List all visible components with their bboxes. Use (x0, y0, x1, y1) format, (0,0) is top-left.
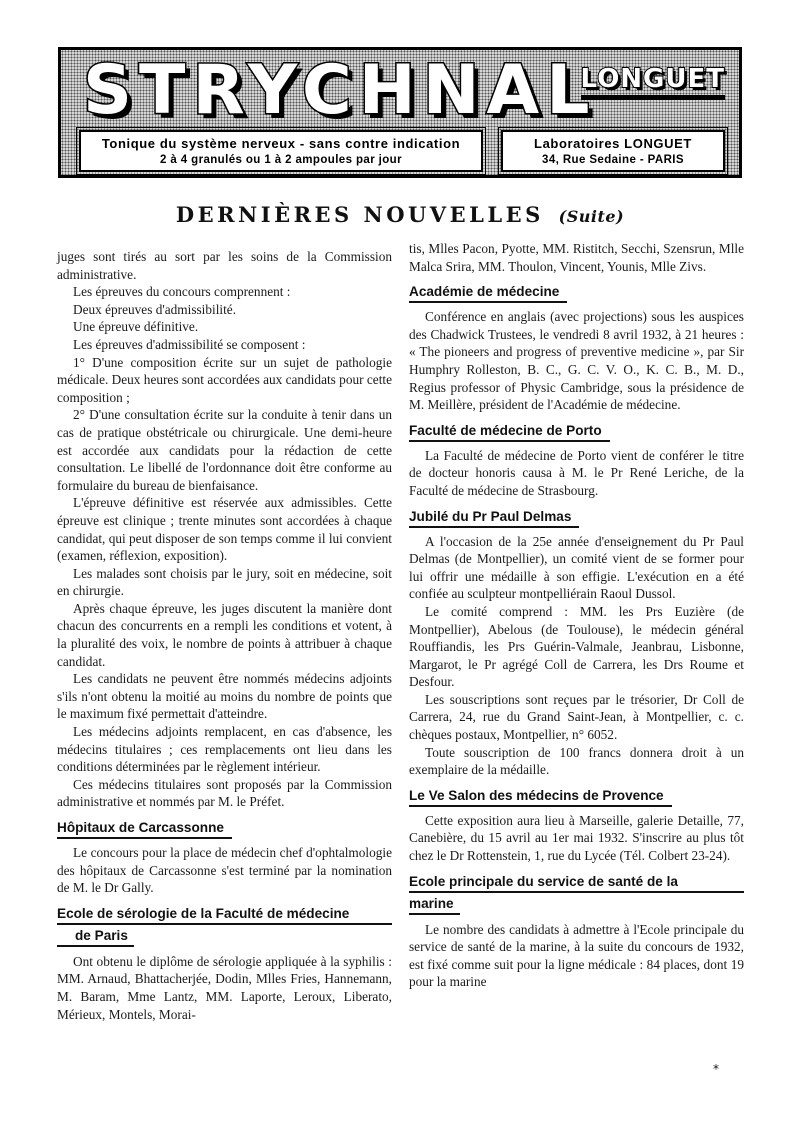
paragraph: Après chaque épreuve, les juges discutent la manière dont chacun des concurrents en a rempli les conditions et votent, à la pluralité des voix, le nombre de points à attribuer à chaque candidat. (57, 600, 392, 669)
paragraph: tis, Mlles Pacon, Pyotte, MM. Ristitch, Secchi, Szensrun, Mlle Malca Srira, MM. Thoulon, Vincent, Younis, Mlle Zivs. (409, 241, 744, 274)
page-title-text: DERNIÈRES NOUVELLES (175, 202, 544, 227)
paragraph: Les malades sont choisis par le jury, soit en médecine, soit en chirurgie. (57, 565, 392, 599)
paragraph: Le nombre des candidats à admettre à l'Ecole principale du service de santé de la marine, à la suite du concours de 1932, est fixé comme suit pour la ligne médicale : 84 places, dont 19 pour la marine (409, 921, 744, 990)
paragraph: Deux épreuves d'admissibilité. (73, 301, 237, 317)
paragraph: Les candidats ne peuvent être nommés médecins adjoints s'ils n'ont obtenu la moitié au moins du nombre de points que le maximum fixé permettait d'atteindre. (57, 671, 392, 722)
section-heading-delmas: Jubilé du Pr Paul Delmas (409, 508, 579, 528)
paragraph: Ces médecins titulaires sont proposés par la Commission administrative et nommés par M. le Préfet. (57, 776, 392, 810)
ad-dosage: 2 à 4 granulés ou 1 à 2 ampoules par jour (159, 154, 402, 166)
page-title-suite: (Suite) (558, 207, 625, 226)
paragraph: L'épreuve définitive est réservée aux admissibles. Cette épreuve est clinique ; trente minutes sont accordées à chaque candidat, qui peut disposer de son temps comme il lui convient (examen, réflexion, exposition). (57, 495, 392, 564)
section-heading-carcassonne: Hôpitaux de Carcassonne (57, 819, 232, 839)
paragraph: Une épreuve définitive. (73, 319, 199, 335)
paragraph: Toute souscription de 100 francs donnera droit à un exemplaire de la médaille. (409, 744, 744, 778)
brand-logo: STRYCHNAL (83, 51, 597, 130)
page-title (0, 202, 800, 227)
right-column (409, 240, 744, 991)
ad-info-box-left (79, 130, 483, 172)
sub-brand-logo: LONGUET (581, 64, 725, 100)
paragraph: Le comité comprend : MM. les Prs Euzière (de Montpellier), Abelous (de Toulouse), le médecin général Rouffiandis, les Prs Guérin-Valmale, Jeanbrau, Lisbonne, Margarot, le Pr agrégé Coll de Carrera, les Drs Roume et Desfour. (409, 603, 744, 690)
paragraph: Conférence en anglais (avec projections) sous les auspices des Chadwick Trustees, le vendredi 8 avril 1932, à 21 heures : « The pioneers and progress of preventive medicine », par Sir Humphry Rolleston, B. C., G. C. V. O., K. C. B., M. D., Regius professor of Physic Cambridge, sous la présidence de M. Meillère, président de l'Académie de médecine. (409, 309, 744, 413)
paragraph: Cette exposition aura lieu à Marseille, galerie Detaille, 77, Canebière, du 15 avril au 1er mai 1932. S'inscrire au plus tôt chez le Dr Rottenstein, 1, rue du Lycée (Tél. Colbert 23-24). (409, 812, 744, 864)
section-heading-line: marine (409, 895, 460, 915)
ad-info-box-right (501, 130, 725, 172)
paragraph: Les épreuves d'admissibilité se composent : (73, 336, 306, 352)
paragraph: Ont obtenu le diplôme de sérologie appliquée à la syphilis : MM. Arnaud, Bhattacherjée, Dodin, Mlles Fries, Hannemann, M. Baram, Mme Lantz, MM. Laporte, Leroux, Liberato, Mérieux, Montels, Morai- (57, 953, 392, 1022)
section-heading-line: de Paris (57, 927, 134, 947)
paragraph: La Faculté de médecine de Porto vient de conférer le titre de docteur honoris causa à M. le Pr René Leriche, de la Faculté de médecine de Strasbourg. (409, 447, 744, 498)
paragraph: 2° D'une consultation écrite sur la conduite à tenir dans un cas de pratique obstétricale ou chirurgicale. Une demi-heure est accordée aux candidats pour la rédaction de cette consultation. Le libellé de l'ordonnance doit être conforme au formulaire du bureau de bienfaisance. (57, 407, 392, 493)
left-column (57, 248, 392, 1023)
paragraph: juges sont tirés au sort par les soins de la Commission administrative. (57, 249, 392, 282)
ad-laboratory: Laboratoires LONGUET (534, 136, 692, 151)
ad-address: 34, Rue Sedaine - PARIS (542, 154, 684, 166)
paragraph: Les épreuves du concours comprennent : (73, 284, 291, 300)
paragraph: 1° D'une composition écrite sur un sujet de pathologie médicale. Deux heures sont accordées aux candidats pour cette composition ; (57, 354, 392, 405)
section-heading-salon: Le Ve Salon des médecins de Provence (409, 787, 672, 807)
paragraph: Les médecins adjoints remplacent, en cas d'absence, les médecins titulaires ; ces remplacements ont lieu dans les conditions déterminées par le règlement intérieur. (57, 724, 392, 775)
section-heading-serologie (57, 905, 392, 948)
section-heading-line: Ecole de sérologie de la Faculté de médecine (57, 905, 392, 925)
paragraph: A l'occasion de la 25e année d'enseignement du Pr Paul Delmas (de Montpellier), un comité vient de se former pour lui offrir une médaille à son effigie. L'exécution en a été confiée au sculpteur montpelliérain Raoul Dussol. (409, 533, 744, 602)
star-mark: * (713, 1062, 719, 1076)
ad-tagline: Tonique du système nerveux - sans contre indication (101, 136, 461, 151)
advertisement-banner (58, 47, 742, 178)
paragraph: Le concours pour la place de médecin chef d'ophtalmologie des hôpitaux de Carcassonne s'est terminé par la nomination de M. le Dr Gally. (57, 845, 392, 896)
section-heading-line: Ecole principale du service de santé de la (409, 873, 744, 893)
section-heading-porto: Faculté de médecine de Porto (409, 422, 610, 442)
section-heading-academie: Académie de médecine (409, 283, 567, 303)
section-heading-marine (409, 873, 744, 916)
paragraph: Les souscriptions sont reçues par le trésorier, Dr Coll de Carrera, 24, rue du Grand Saint-Jean, à Montpellier, c. c. chèques postaux, Montpellier, n° 6052. (409, 691, 744, 743)
